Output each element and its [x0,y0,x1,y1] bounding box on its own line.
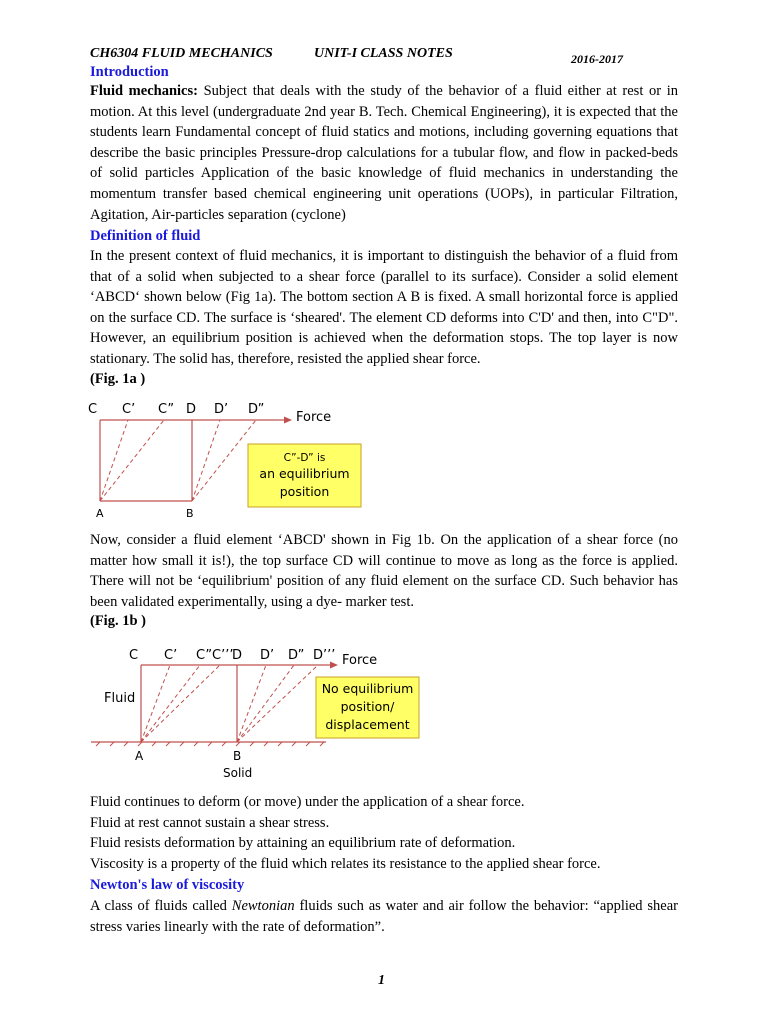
fig1b-label-c2c3: C”C’’’ [196,648,234,663]
fig1b-label-a: A [135,749,144,763]
fig1b-note-line2: position/ [340,699,395,714]
definition-heading: Definition of fluid [90,228,201,244]
fig1a-dash-c2 [100,420,164,501]
fluid-paragraph: Now, consider a fluid element ‘ABCD' shown in Fig 1b. On the application of a shear force (no matter how small it is!), the top surface CD will continue to move as long as the force is applied. There will not be ‘equilibrium' position of any fluid element on the surface CD. Such behavior has been validated experimentally, using a dye- marker test. [90,532,678,610]
newton-text-pre: A class of fluids called [90,898,232,914]
fig1a-label-d: D [186,402,197,417]
fig1b-label-d2: D” [288,648,305,663]
fig1b-note-line1: No equilibrium [321,681,414,696]
header-unit: UNIT-I CLASS NOTES [314,46,453,61]
introduction-heading: Introduction [90,64,169,80]
fig1a-dash-d2 [192,420,256,501]
statement-1: Fluid continues to deform (or move) under the application of a shear force. [90,794,525,810]
fig-1a-label: (Fig. 1a ) [90,371,146,387]
fig1b-dash-c1 [141,665,170,742]
fig1b-label-c1: C’ [164,648,178,663]
newton-paragraph [90,896,678,937]
fig1a-force-arrow [284,417,292,424]
newton-text-post: fluids such as water and air follow the behavior: “applied shear stress varies linearly with the rate of deformation”. [90,898,678,935]
statement-2: Fluid at rest cannot sustain a shear stress. [90,815,330,831]
header-year: 2016-2017 [571,52,623,66]
figure-1a [86,396,466,520]
fig1a-label-c1: C’ [122,402,136,417]
definition-paragraph: In the present context of fluid mechanics, it is important to distinguish the behavior of a fluid from that of a solid when subjected to a shear force (parallel to its surface). Consider a solid element ‘ABCD‘ shown below (Fig 1a). The bottom section A B is fixed. A small horizontal force is applied on the surface CD. The surface is ‘sheared'. The element CD deforms into C'D' and then, into C"D". However, an equilibrium position is achieved when the deformation stops. The top layer is now stationary. The solid has, therefore, resisted the applied shear force. [90,248,678,367]
fig1b-label-d3: D’’’ [313,648,336,663]
introduction-lead: Fluid mechanics: [90,83,198,99]
fig1a-dash-c1 [100,420,128,501]
fig1a-label-d2: D” [248,402,265,417]
header-course: CH6304 FLUID MECHANICS [90,46,273,61]
fig1b-label-d: D [232,648,243,663]
fig1b-force-label: Force [342,653,378,668]
fig1b-label-c: C [129,648,139,663]
fig1a-dash-d1 [192,420,220,501]
fig1b-dash-c3 [141,665,220,742]
fig1a-note-line2: an equilibrium [259,466,350,481]
fig1a-note-line3: position [279,484,330,499]
fig-1b-label: (Fig. 1b ) [90,613,146,629]
introduction-text: Subject that deals with the study of the behavior of a fluid either at rest or in motion. At this level (undergraduate 2nd year B. Tech. Chemical Engineering), it is expected that the students learn Fundamental concept of fluid statics and motions, including governing equations that describe the basic principles Pressure-drop calculations for a tubular flow, and flow in packed-beds of solid particles Application of the basic knowledge of fluid mechanics in understanding the momentum transfer based chemical engineering unit operations (UOPs), in particular Filtration, Agitation, Air-particles separation (cyclone) [90,83,678,223]
statement-4: Viscosity is a property of the fluid which relates its resistance to the applied shear force. [90,856,601,872]
fig1b-fluid-label: Fluid [104,691,136,706]
statement-3: Fluid resists deformation by attaining an equilibrium rate of deformation. [90,835,516,851]
fig1a-label-b: B [186,507,194,520]
fig1a-label-c: C [88,402,98,417]
newton-heading: Newton's law of viscosity [90,877,245,893]
fig1b-dash-c2 [141,665,200,742]
fig1a-label-a: A [96,507,104,520]
fig1a-label-d1: D’ [214,402,229,417]
newton-text-italic: Newtonian [231,898,295,914]
fig1b-dash-d3 [237,665,318,742]
fig1b-label-d1: D’ [260,648,275,663]
introduction-paragraph [90,81,678,225]
fig1a-force-label: Force [296,410,332,425]
figure-1b [86,640,466,782]
fig1b-note-line3: displacement [325,717,410,732]
page-number: 1 [378,973,385,988]
fig1b-dash-d1 [237,665,266,742]
fig1b-label-b: B [233,749,242,763]
fig1a-note-line1: C”-D” is [283,452,326,464]
fig1a-label-c2: C” [158,402,175,417]
fig1b-solid-label: Solid [223,766,253,780]
fig1b-dash-d2 [237,665,294,742]
